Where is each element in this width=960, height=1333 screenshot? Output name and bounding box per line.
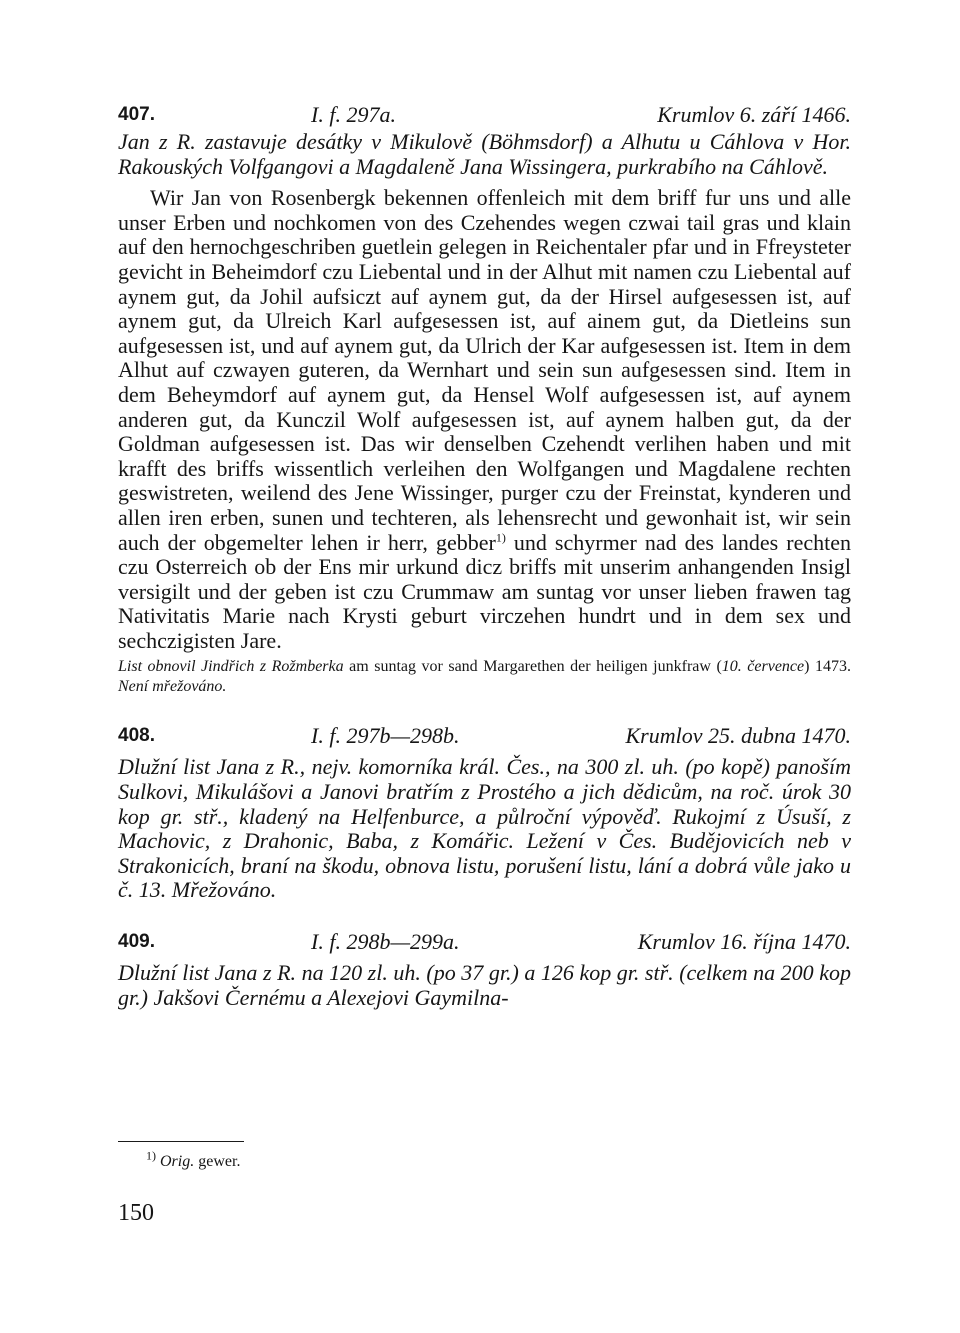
folio-reference: I. f. 297a.	[311, 102, 396, 127]
entry-number: 408.	[118, 725, 155, 747]
charter-text	[118, 186, 851, 653]
entry-number: 407.	[118, 104, 155, 125]
folio-reference: I. f. 297b—298b.	[311, 723, 460, 749]
entry-409-header	[118, 927, 851, 957]
charter-text-part: Wir Jan von Rosenbergk bekennen offenleich mit dem briff fur uns und alle unser Erben und nochkomen von des Czehendes wegen czwai tail gras und klain auf den hernochgeschriben guetlein gelegen in Reichentaler pfar und in Ffreysteter gevicht in Beheimdorf czu Liebental und in der Alhut mit namen czu Liebental auf aynem gut, da Johil aufsiczt auf aynem gut, da der Hirsel aufgesessen ist, auf aynem gut, da Ulreich Karl aufgesessen ist, auf ainem gut, da Dietleins sun aufgesessen ist, und auf aynem gut, da Ulrich der Kar aufgesessen ist. Item in dem Alhut auf czwayen guteren, da Wernhart und sein sun aufgesessen sind. Item in dem Beheymdorf auf aynem gut, da Hensel Wolf aufgesessen ist, auf aynem anderen gut, da Kunczil Wolf aufgesessen ist, auf aynem halben gut, da der Goldman aufgesessen ist. Das wir denselben Czehendt verlihen haben und mit krafft des briffs wissentlich verleihen den Wolfgangen und Magdalene rechten geswistreten, weilend des Jene Wissinger, purger czu der Freinstat, kynderen und allen iren erben, sunen und techteren, als lehensrecht und gewonhait ist, wir sein auch der obgemelter lehen ir herr, gebber	[118, 185, 851, 555]
footnote-label: Orig.	[160, 1153, 195, 1170]
note-italic: 10. července	[721, 658, 805, 676]
place-date: Krumlov 16. října 1470.	[637, 929, 851, 955]
page-number: 150	[118, 1200, 154, 1226]
document-page	[118, 100, 851, 1010]
place-date: Krumlov 25. dubna 1470.	[625, 723, 851, 749]
regest-summary: Jan z R. zastavuje desátky v Mikulově (Böhmsdorf) a Alhutu u Cáhlova v Hor. Rakouských Volfgangovi a Magdaleně Jana Wissingera, purkrabího na Cáhlově.	[118, 129, 851, 179]
note-text: ) 1473.	[804, 658, 851, 676]
note-italic: Není mřežováno.	[118, 678, 227, 696]
footnote-text: gewer.	[194, 1153, 241, 1170]
folio-reference: I. f. 298b—299a.	[311, 929, 460, 955]
renewal-note	[118, 657, 851, 697]
entry-number: 409.	[118, 931, 155, 953]
footnote-divider	[118, 1141, 244, 1142]
footnote-mark: 1)	[146, 1148, 156, 1163]
footnote	[146, 1148, 241, 1172]
charter-text-part: und schyrmer nad des landes rechten czu Osterreich ob der Ens mir urkund dicz briffs mit unserim anhangenden Insigl versigilt und der geben ist czu Crummaw am suntag vor unser lieben frawen tag Nativitatis Marie nach Krysti geburt virczehen hundrt und in dem sex und sechczigisten Jare.	[118, 529, 851, 653]
note-text: am suntag vor sand Margarethen der heiligen junkfraw (	[343, 658, 722, 676]
note-italic: List obnovil Jindřich z Rožmberka	[118, 658, 344, 676]
entry-408-header	[118, 721, 851, 751]
regest-summary: Dlužní list Jana z R. na 120 zl. uh. (po 37 gr.) a 126 kop gr. stř. (celkem na 200 kop gr.) Jakšovi Černému a Alexejovi Gaymilna-	[118, 960, 851, 1010]
place-date: Krumlov 6. září 1466.	[657, 102, 851, 127]
footnote-reference: 1)	[495, 530, 506, 545]
regest-summary: Dlužní list Jana z R., nejv. komorníka král. Čes., na 300 zl. uh. (po kopě) panoším Sulkovi, Mikulášovi a Janovi bratřím z Prostého a jich dědicům, na roč. úrok 30 kop gr. stř., kladený na Helfenburce, a půlroční výpověď. Rukojmí z Úsuší, z Machovic, z Drahonic, Baba, z Komářic. Ležení v Čes. Budějovicích neb v Strakonicích, braní na škodu, obnova listu, porušení listu, lání a dobrá vůle jako u č. 13. Mřežováno.	[118, 754, 851, 903]
entry-407-header	[118, 100, 851, 130]
